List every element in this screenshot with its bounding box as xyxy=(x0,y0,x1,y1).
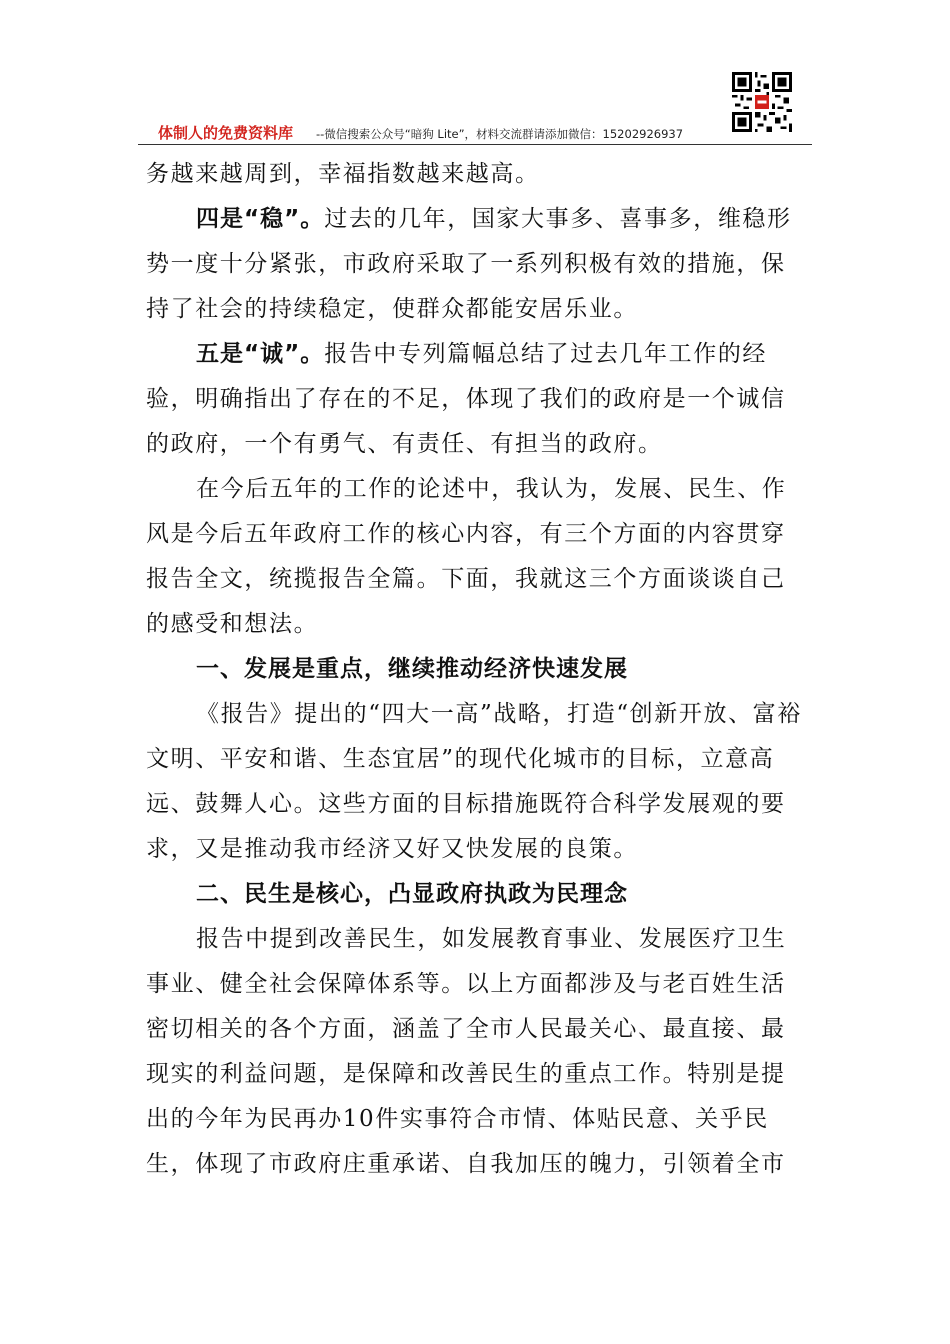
paragraph-lead: 五是“诚”。 xyxy=(196,341,325,367)
header-divider xyxy=(138,144,812,145)
paragraph: 务越来越周到，幸福指数越来越高。 xyxy=(146,161,540,187)
brand-title: 体制人的免费资料库 xyxy=(158,124,294,142)
section-heading: 一、发展是重点，继续推动经济快速发展 xyxy=(196,656,628,682)
section-heading: 二、民生是核心，凸显政府执政为民理念 xyxy=(196,881,628,907)
paragraph-lead: 四是“稳”。 xyxy=(196,206,325,232)
document-body xyxy=(146,152,806,1187)
paragraph-text: 报告中专列篇幅总结了过去几年工作的经验，明确指出了存在的不足，体现了我们的政府是一个诚信的政府，一个有勇气、有责任、有担当的政府。 xyxy=(146,341,786,457)
paragraph xyxy=(146,332,806,467)
paragraph-text: 过去的几年，国家大事多、喜事多，维稳形势一度十分紧张，市政府采取了一系列积极有效的措施，保持了社会的持续稳定，使群众都能安居乐业。 xyxy=(146,206,792,322)
paragraph xyxy=(146,197,806,332)
paragraph: 在今后五年的工作的论述中，我认为，发展、民生、作风是今后五年政府工作的核心内容，有三个方面的内容贯穿报告全文，统揽报告全篇。下面，我就这三个方面谈谈自己的感受和想法。 xyxy=(146,476,787,637)
paragraph: 报告中提到改善民生，如发展教育事业、发展医疗卫生事业、健全社会保障体系等。以上方面都涉及与老百姓生活密切相关的各个方面，涵盖了全市人民最关心、最直接、最现实的利益问题，是保障和改善民生的重点工作。特别是提出的今年为民再办10件实事符合市情、体贴民意、关乎民生，体现了市政府庄重承诺、自我加压的魄力，引领着全市 xyxy=(146,926,787,1177)
paragraph: 《报告》提出的“四大一高”战略，打造“创新开放、富裕文明、平安和谐、生态宜居”的现代化城市的目标，立意高远、鼓舞人心。这些方面的目标措施既符合科学发展观的要求，又是推动我市经济又好又快发展的良策。 xyxy=(146,701,802,862)
header-note: --微信搜索公众号“暗狗 Lite”，材料交流群请添加微信：15202926937 xyxy=(316,127,684,141)
page-header xyxy=(138,122,800,146)
